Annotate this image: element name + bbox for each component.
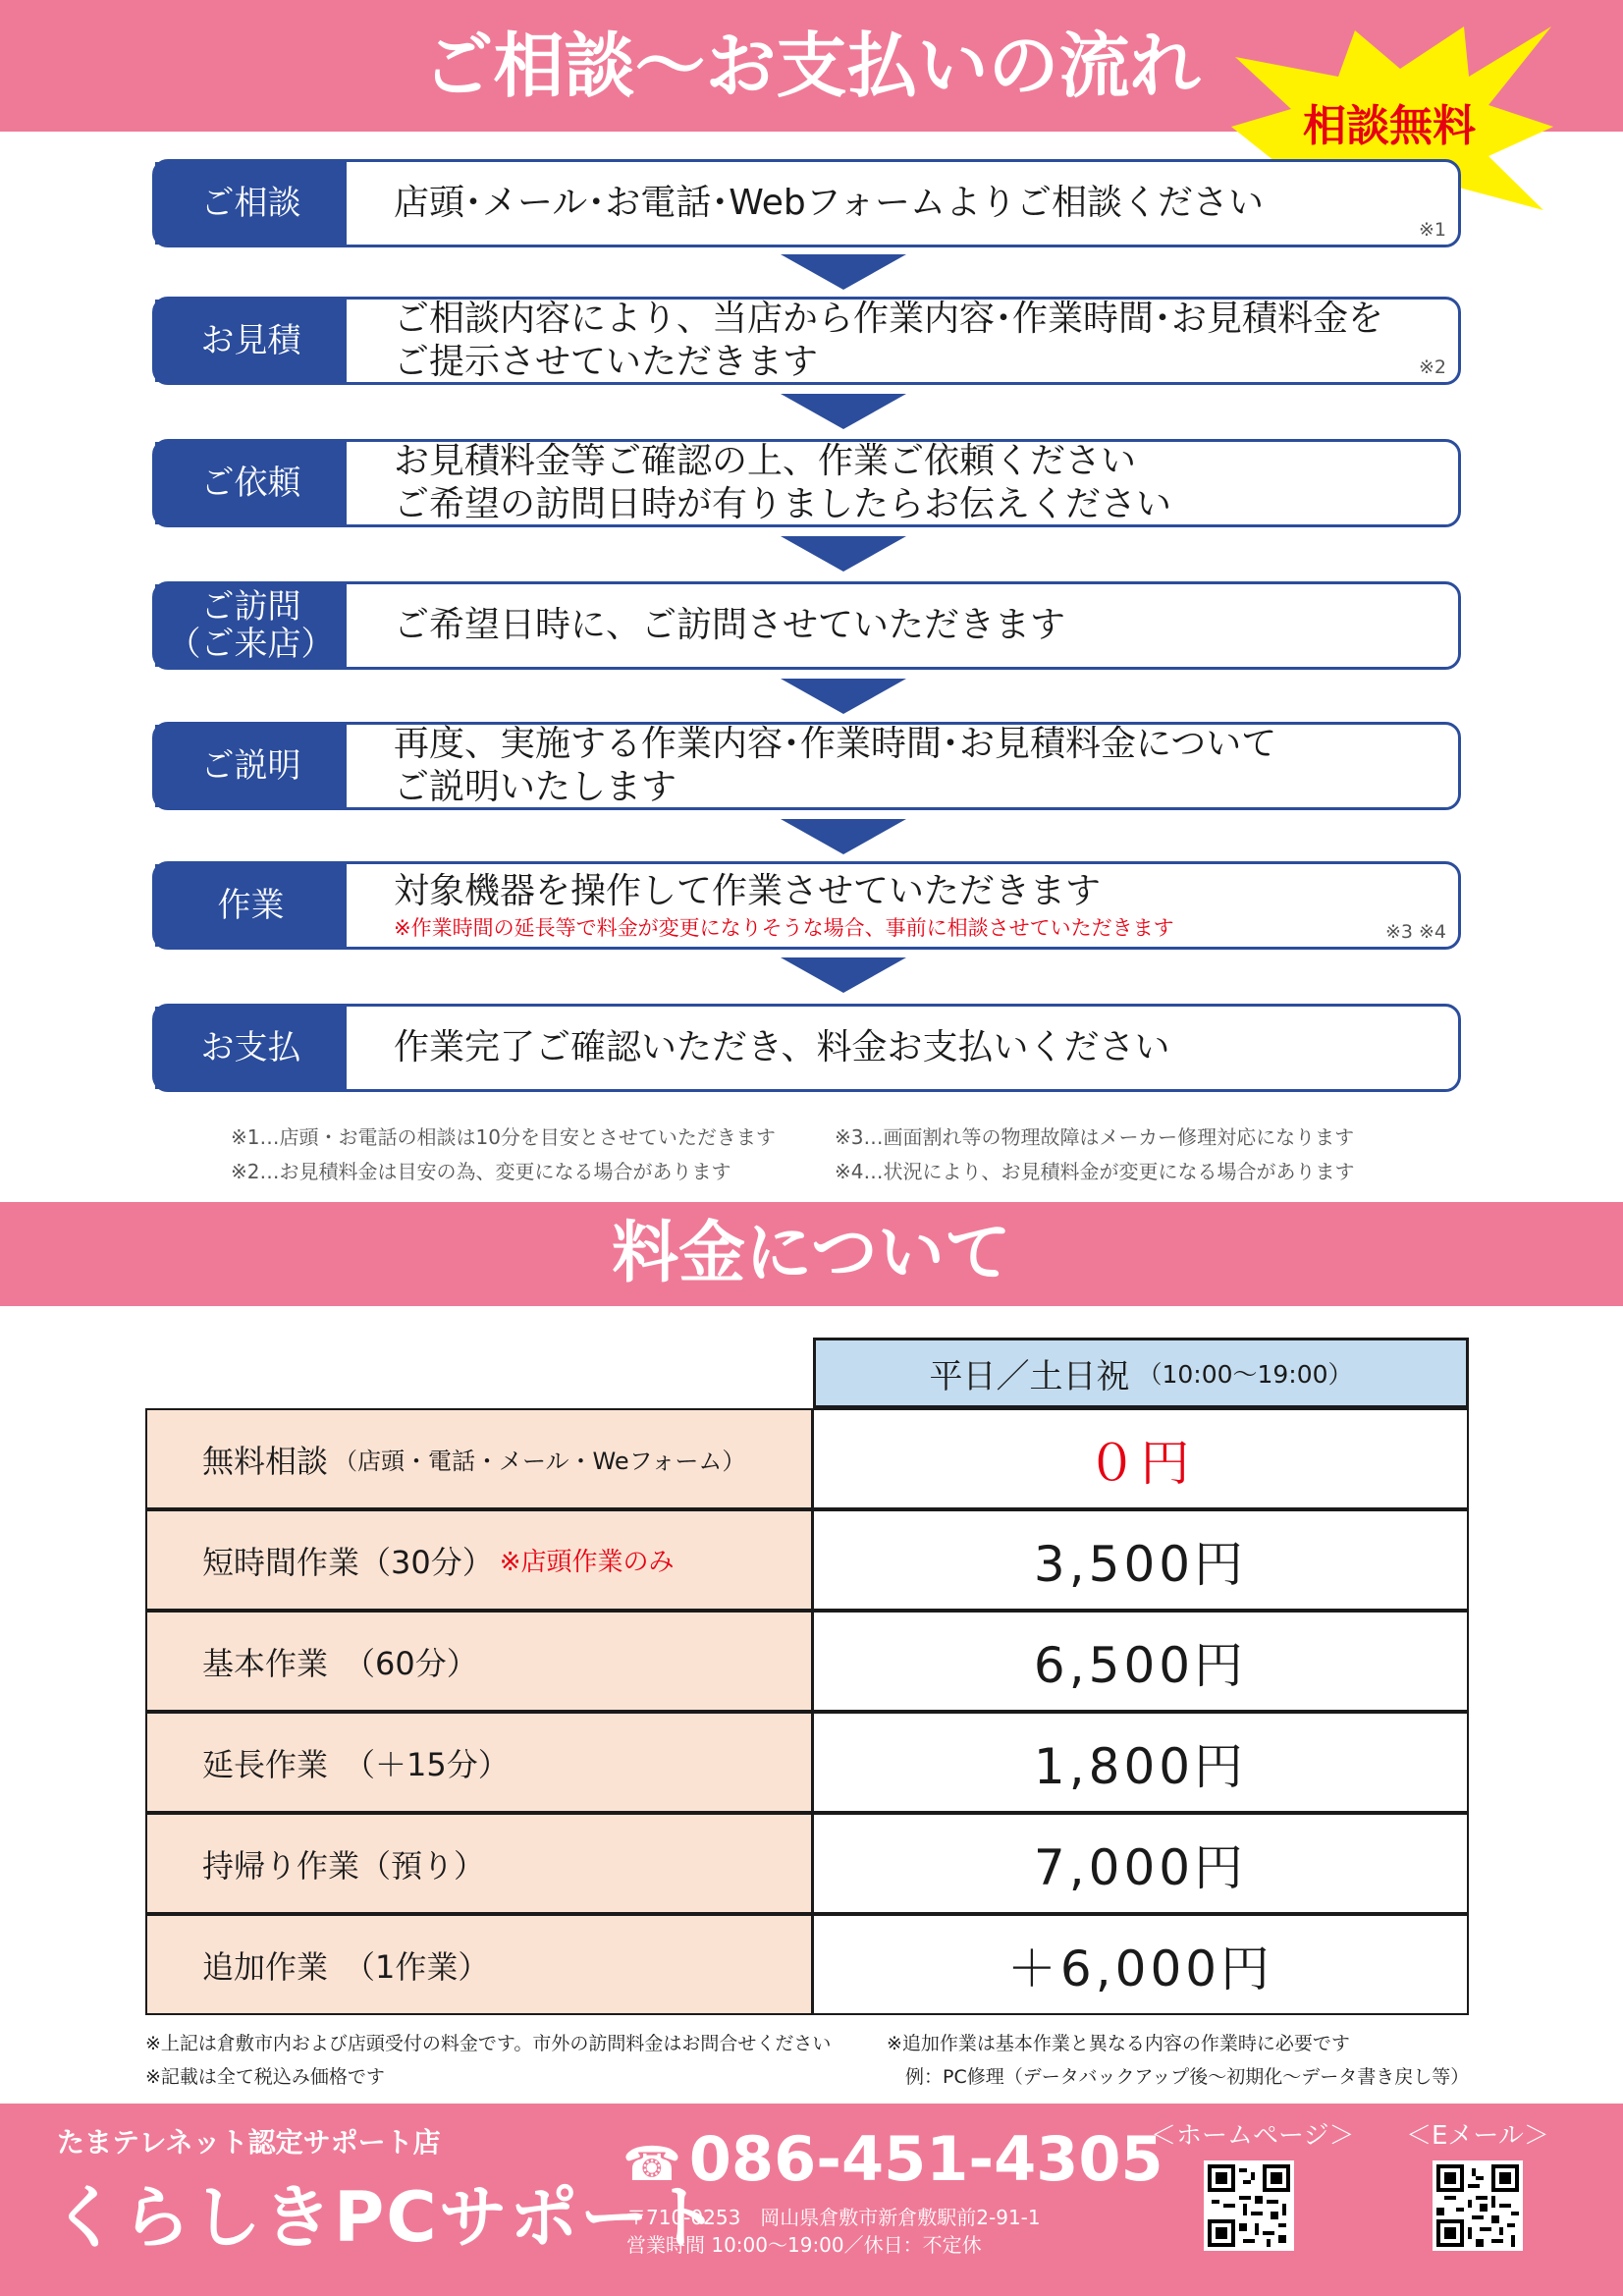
table-row (145, 1712, 1469, 1813)
step-text: ご提示させていただきます (394, 342, 819, 382)
step-label: 作業 (155, 864, 347, 947)
step-label: ご説明 (155, 725, 347, 807)
email-qr-code-icon[interactable] (1433, 2160, 1523, 2251)
footnote-2: ※2…お見積料金は目安の為、変更になる場合があります (231, 1160, 731, 1183)
footer (0, 2104, 1623, 2296)
free-consult-badge: 相談無料 (1303, 101, 1476, 151)
step-text: 作業完了ご確認いただき、料金お支払いください (394, 1027, 1170, 1067)
step-text: ご希望の訪問日時が有りましたらお伝えください (394, 484, 1172, 524)
row-label: 追加作業 （1作業） (202, 1947, 490, 1986)
row-price: ＋6,000円 (1006, 1940, 1274, 1997)
phone-number-text: 086-451-4305 (688, 2123, 1163, 2195)
row-red-note: ※店頭作業のみ (499, 1548, 675, 1577)
step-label: お支払 (155, 1007, 347, 1089)
flow-arrow-down-icon (781, 536, 906, 572)
step-text: 対象機器を操作して作業させていただきます (394, 871, 1102, 911)
step-label: ご相談 (155, 162, 347, 245)
pricing-title-band (0, 1202, 1623, 1306)
step-note: ※2 (1418, 356, 1446, 378)
row-price: 7,000円 (1033, 1838, 1248, 1896)
flow-arrow-down-icon (781, 394, 906, 429)
flow-arrow-down-icon (781, 679, 906, 714)
row-label: 持帰り作業（預り） (202, 1846, 486, 1885)
footnote-3: ※3…画面割れ等の物理故障はメーカー修理対応になります (835, 1125, 1355, 1149)
step-text: 店頭･メール･お電話･Webフォームよりご相談ください (394, 183, 1264, 223)
header-hours: （10:00〜19:00） (1137, 1360, 1353, 1389)
step-text: 再度、実施する作業内容･作業時間･お見積料金について (394, 724, 1277, 764)
row-label: 延長作業 （＋15分） (202, 1745, 510, 1783)
shop-name-logo: くらしきPCサポート (51, 2177, 722, 2258)
footnote-1: ※1…店頭・お電話の相談は10分を目安とさせていただきます (231, 1125, 776, 1149)
email-label: ＜Eメール＞ (1406, 2121, 1549, 2151)
flow-arrow-down-icon (781, 957, 906, 993)
footnote-4: ※4…状況により、お見積料金が変更になる場合があります (835, 1160, 1355, 1183)
header-days: 平日／土日祝 (929, 1356, 1130, 1396)
table-row (145, 1813, 1469, 1914)
homepage-label: ＜ホームページ＞ (1151, 2121, 1355, 2151)
row-price: 6,500円 (1033, 1636, 1248, 1694)
row-label: 無料相談 (202, 1442, 329, 1480)
shop-address: 〒710-0253 岡山県倉敷市新倉敷駅前2-91-1 (626, 2206, 1041, 2229)
flow-arrow-down-icon (781, 819, 906, 854)
row-label-detail: （店頭・電話・メール・Weフォーム） (334, 1448, 746, 1475)
price-note-3: ※追加作業は基本作業と異なる内容の作業時に必要です (887, 2033, 1350, 2054)
row-label: 基本作業 （60分） (202, 1644, 478, 1682)
price-note-1: ※上記は倉敷市内および店頭受付の料金です。市外の訪問料金はお問合せください (145, 2033, 832, 2054)
row-price: ０円 (1087, 1434, 1194, 1492)
pricing-title: 料金について (612, 1215, 1011, 1292)
homepage-qr-code-icon[interactable] (1204, 2160, 1294, 2251)
row-price: 3,500円 (1033, 1535, 1248, 1593)
flow-step-explain (152, 722, 1461, 810)
step-text: ご説明いたします (394, 767, 677, 807)
row-price: 1,800円 (1033, 1737, 1248, 1795)
price-note-4: 例：PC修理（データバックアップ後〜初期化〜データ書き戻し等） (905, 2066, 1470, 2088)
phone-number[interactable] (622, 2123, 1163, 2195)
flow-step-request (152, 439, 1461, 527)
flow-step-consult (152, 159, 1461, 247)
table-row (145, 1408, 1469, 1509)
flow-step-work (152, 861, 1461, 950)
step-label: ご依頼 (155, 442, 347, 524)
step-label: ご訪問 （ご来店） (155, 584, 347, 667)
step-note: ※3 ※4 (1384, 921, 1446, 943)
step-text: ご希望日時に、ご訪問させていただきます (394, 605, 1066, 645)
phone-icon: ☎ (622, 2137, 681, 2192)
table-row (145, 1914, 1469, 2015)
flow-arrow-down-icon (781, 254, 906, 290)
step-note: ※1 (1418, 219, 1446, 241)
row-label: 短時間作業（30分） (202, 1543, 494, 1581)
table-row (145, 1509, 1469, 1611)
step-text: ご相談内容により、当店から作業内容･作業時間･お見積料金を (394, 299, 1384, 339)
flow-title: ご相談〜お支払いの流れ (422, 25, 1201, 107)
flow-step-visit (152, 581, 1461, 670)
business-hours: 営業時間 10:00〜19:00／休日：不定休 (626, 2233, 982, 2257)
step-red-note: ※作業時間の延長等で料金が変更になりそうな場合、事前に相談させていただきます (394, 916, 1174, 940)
price-table-header (813, 1338, 1469, 1408)
table-row (145, 1611, 1469, 1712)
flow-step-payment (152, 1004, 1461, 1092)
step-text: お見積料金等ご確認の上、作業ご依頼ください (394, 441, 1137, 481)
price-note-2: ※記載は全て税込み価格です (145, 2066, 385, 2088)
step-label: お見積 (155, 300, 347, 382)
footer-tagline: たまテレネット認定サポート店 (57, 2126, 441, 2159)
flow-step-estimate (152, 297, 1461, 385)
